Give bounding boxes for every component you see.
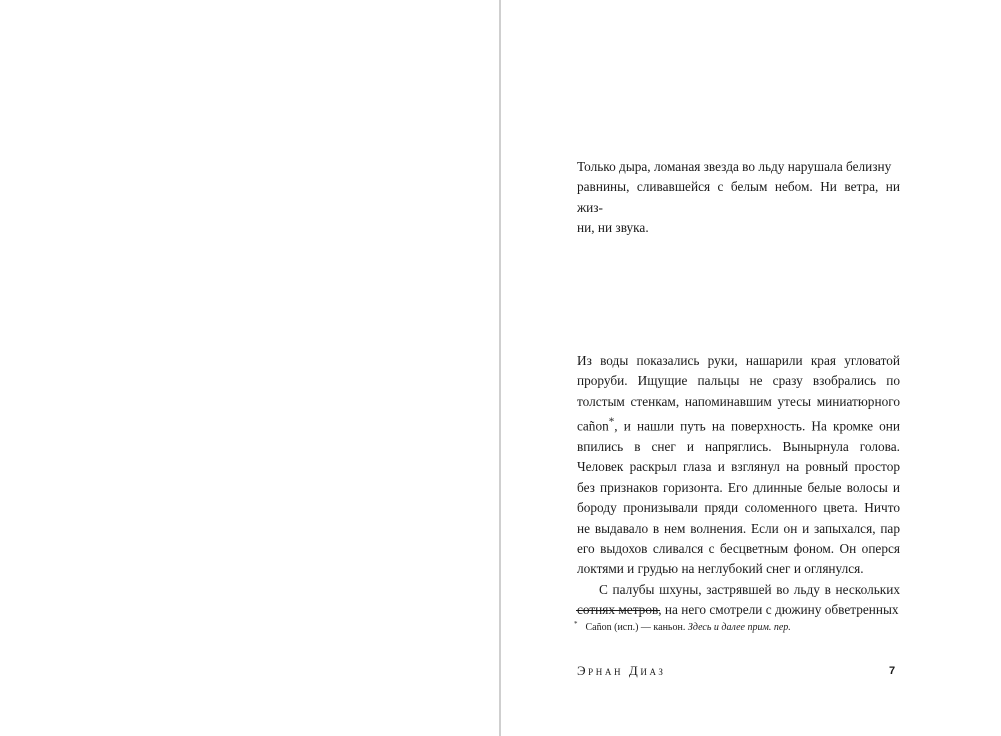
left-page-blank <box>0 0 499 736</box>
footnote <box>574 621 791 635</box>
footnote-marker: * <box>574 620 578 628</box>
opening-line-3: ни, ни звука. <box>577 220 649 236</box>
opening-line-2: равнины, сливавшейся с белым небом. Ни ветра, ни жиз- <box>577 179 900 215</box>
opening-line-1: Только дыра, ломаная звезда во льду нарушала белизну <box>577 159 892 174</box>
footnote-term: Cañon <box>585 622 612 633</box>
footnote-dash: — каньон. <box>638 622 688 633</box>
footnote-ref: * <box>608 416 615 429</box>
running-author: Эрнан Диаз <box>577 663 666 678</box>
paragraph-1-start: Из воды показались руки, нашарили края угловатой проруби. Ищущие пальцы не сразу взобрались по толстым стенкам, напоминавшим утесы миниатюрного <box>577 353 900 409</box>
right-page <box>501 0 1001 736</box>
footnote-rule <box>576 610 660 611</box>
main-text <box>577 351 900 621</box>
paragraph-1 <box>577 351 900 580</box>
footnote-note: Здесь и далее прим. пер. <box>687 622 791 633</box>
page-number: 7 <box>889 665 896 677</box>
paragraph-2: С палубы шхуны, застрявшей во льду в нескольких сотнях метров, на него смотрели с дюжину обветренных <box>577 581 900 618</box>
opening-paragraph <box>577 157 900 239</box>
paragraph-1-rest: , и нашли путь на поверхность. На кромке они впились в снег и напряглись. Вынырнула голова. Человек раскрыл глаза и взглянул на ровный простор без признаков горизонта. Его длинные белые волосы и бороду пронизывали пряди соломенного цвета. Ничто не выдавало в нем волнения. Если он и запыхался, пар его выдохов сливался с бесцветным фоном. Он оперся локтями и грудью на неглубокий снег и оглянулся. <box>577 418 900 577</box>
cañon-word: cañon <box>577 418 609 434</box>
footnote-lang: (исп.) <box>614 622 639 633</box>
